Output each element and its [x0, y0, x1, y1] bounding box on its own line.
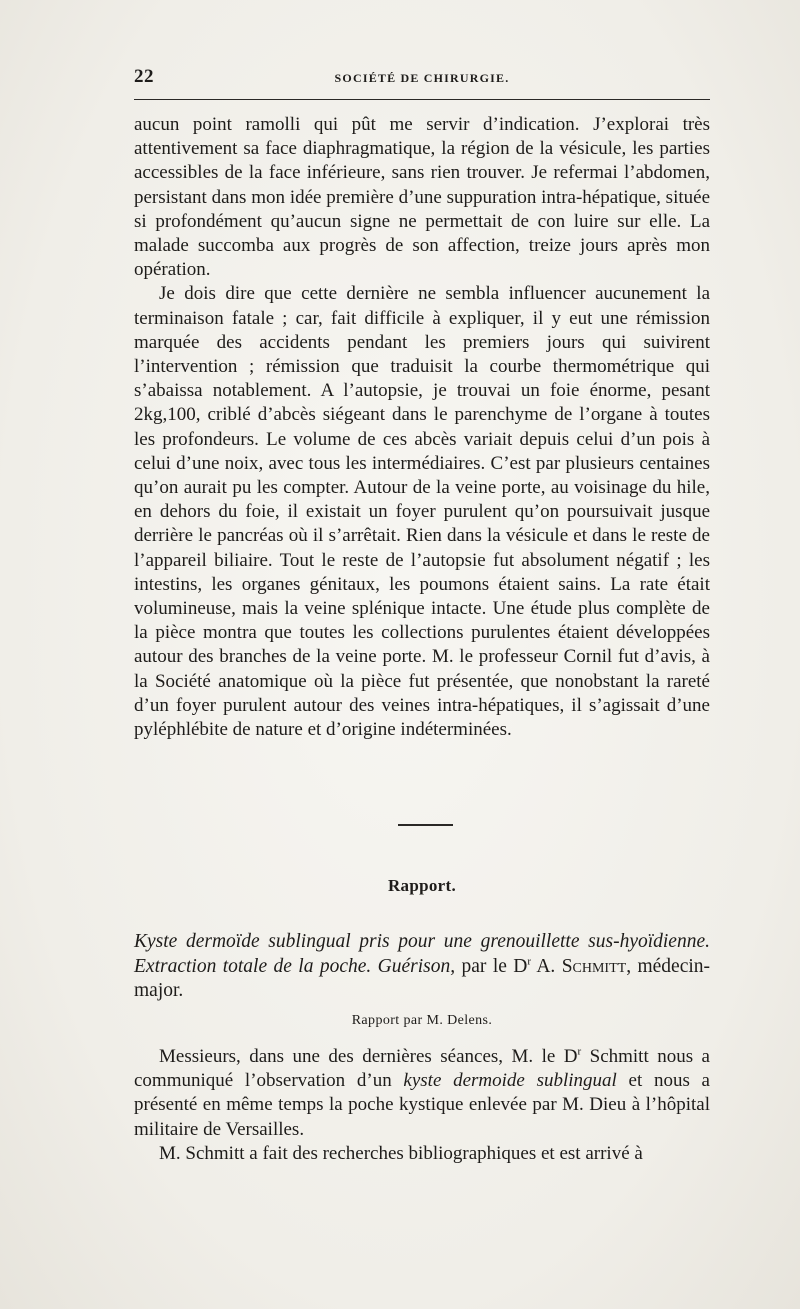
report-title-by: par le D: [455, 955, 528, 977]
messieurs-sup: r: [577, 1045, 582, 1058]
paragraph-messieurs: [134, 1045, 710, 1142]
header-rule: [134, 99, 710, 100]
messieurs-italic: kyste dermoide sublingual: [403, 1070, 617, 1092]
section-separator-rule: [398, 824, 453, 826]
paragraph-schmitt-recherches: M. Schmitt a fait des recherches bibliographiques et est arrivé à: [159, 1142, 643, 1164]
messieurs-part2: Schmitt nous a communiqué l’observation d’un: [134, 1046, 710, 1092]
body-text-bottom: [134, 1045, 710, 1166]
report-title-italic: Kyste dermoïde sublingual pris pour une grenouillette sus-hyoïdienne. Extraction totale de la poche. Guérison,: [134, 931, 710, 977]
running-head: SOCIÉTÉ DE CHIRURGIE.: [334, 71, 510, 85]
section-heading: Rapport.: [387, 876, 457, 895]
report-title-by-sup: r: [527, 955, 532, 967]
messieurs-part1: Messieurs, dans une des dernières séances, M. le D: [159, 1046, 578, 1067]
paragraph-je-dois-dire: Je dois dire que cette dernière ne sembla influencer aucunement la terminaison fatale ; car, fait difficile à expliquer, il y eut une rémission marquée des accidents pendant les premiers jours qui suivirent l’intervention ; rémission que traduisit la courbe thermométrique qui s’abaissa notablement. A l’autopsie, je trouvai un foie énorme, pesant 2kg,100, criblé d’abcès siégeant dans le parenchyme de l’organe à toutes les profondeurs. Le volume de ces abcès variait depuis celui d’un pois à celui d’une noix, avec tous les intermédiaires. C’est par plusieurs centaines qu’on aurait pu les compter. Autour de la veine porte, au voisinage du hile, en dehors du foie, il existait un foyer purulent qu’on poursuivait jusque derrière le pancréas où il s’arrêtait. Rien dans la vésicule et dans le reste de l’appareil biliaire. Tout le reste de l’autopsie fut absolument négatif ; les intestins, les organes génitaux, les poumons étaient sains. La rate était volumineuse, mais la veine splénique intacte. Une étude plus complète de la pièce montra que toutes les collections purulentes étaient développées autour des branches de la veine porte. M. le professeur Cornil fut d’avis, à la Société anatomique où la pièce fut présentée, que nonobstant la rareté d’un foyer purulent autour des veines intra-hépatiques, il s’agissait d’une pyléphlébite de nature et d’origine indéterminées.: [134, 283, 710, 741]
report-author-role: médecin-major.: [134, 955, 711, 1001]
paragraph-aucun-point: aucun point ramolli qui pût me servir d’indication. J’explorai très attentivement sa face diaphragmatique, la région de la vésicule, les parties accessibles de la face inférieure, sans rien trouver. Je refermai l’abdomen, persistant dans mon idée première d’une suppuration intra-hépatique, située si profondément qu’aucun signe ne permettait de con luire sur elle. La malade succomba aux progrès de son affection, treize jours après mon opération.: [134, 114, 710, 281]
page-header: [134, 66, 710, 88]
rapport-par-line: Rapport par M. Delens.: [351, 1013, 493, 1028]
report-title: [134, 930, 710, 1004]
messieurs-part3: et nous a présenté en même temps la poche kystique enlevée par M. Dieu à l’hôpital militaire de Versailles.: [134, 1070, 710, 1140]
report-author: A. Schmitt,: [531, 955, 632, 977]
body-text-top: [134, 113, 710, 742]
page-number: 22: [134, 66, 154, 87]
